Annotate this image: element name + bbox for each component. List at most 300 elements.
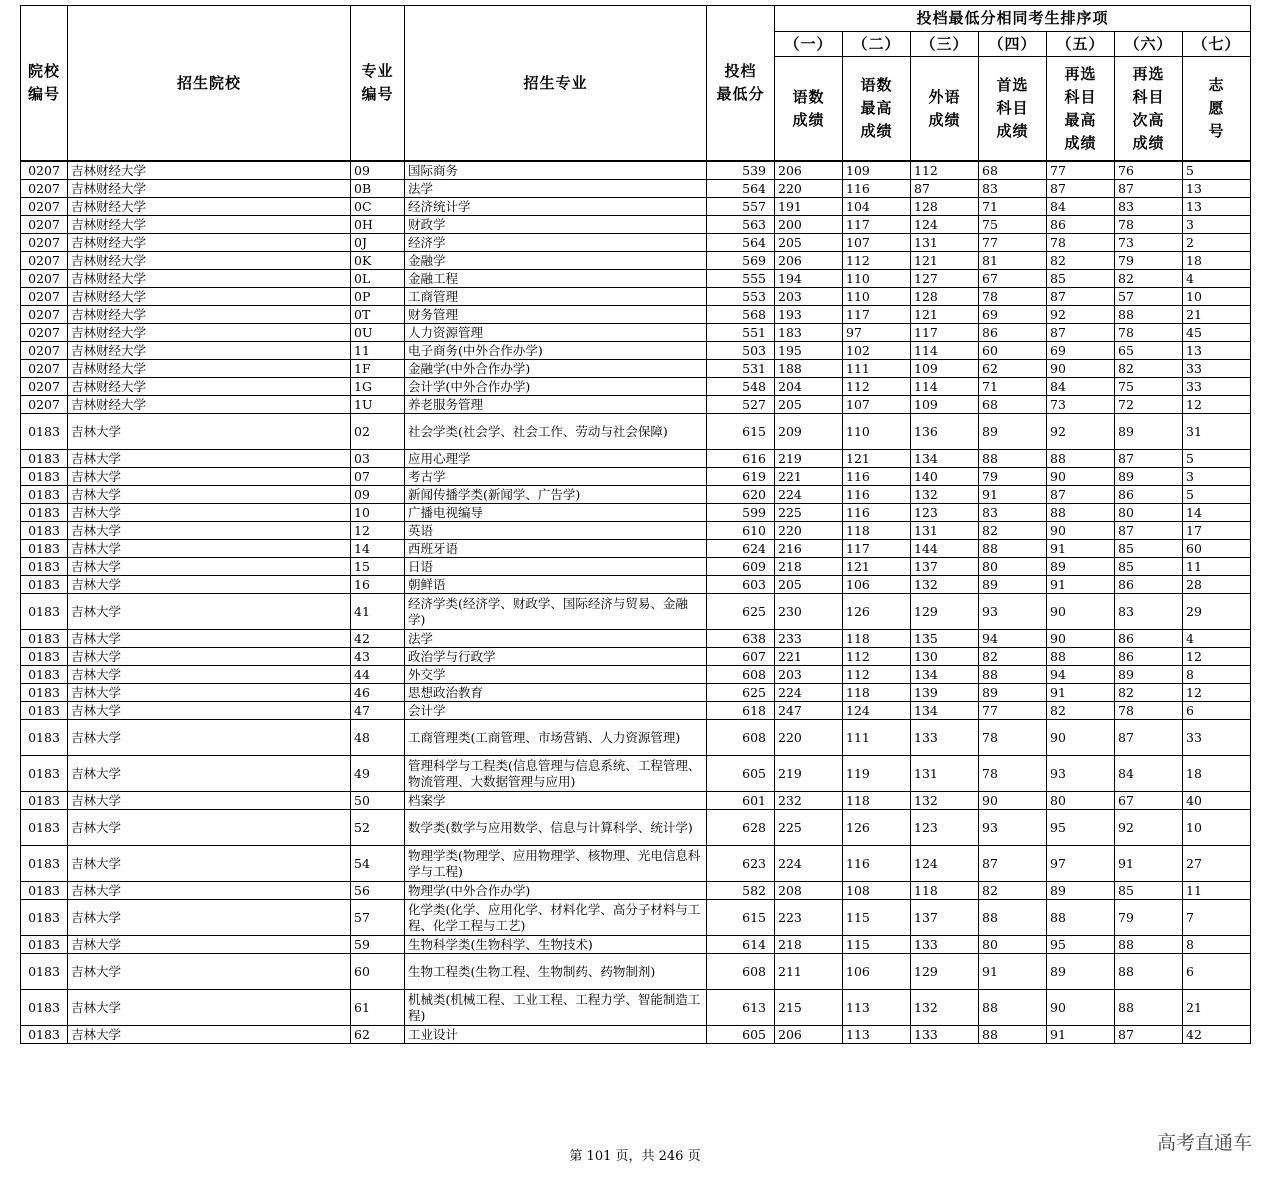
cell-tie-1: 216 <box>775 540 843 558</box>
cell-school-code: 0183 <box>21 720 68 756</box>
cell-tie-6: 72 <box>1115 396 1183 414</box>
cell-school-code: 0183 <box>21 540 68 558</box>
cell-tie-5: 90 <box>1047 990 1115 1026</box>
cell-tie-2: 126 <box>843 594 911 630</box>
cell-major-code: 0C <box>351 198 405 216</box>
cell-school-name: 吉林财经大学 <box>68 180 351 198</box>
cell-major-code: 0K <box>351 252 405 270</box>
cell-tie-1: 183 <box>775 324 843 342</box>
cell-tie-5: 82 <box>1047 252 1115 270</box>
cell-tie-7: 7 <box>1183 900 1251 936</box>
cell-major-code: 41 <box>351 594 405 630</box>
cell-min-score: 609 <box>707 558 775 576</box>
cell-tie-3: 123 <box>911 810 979 846</box>
cell-tie-2: 104 <box>843 198 911 216</box>
table-row <box>21 468 1251 486</box>
cell-tie-1: 205 <box>775 234 843 252</box>
cell-major-name: 工商管理 <box>405 288 707 306</box>
cell-tie-4: 89 <box>979 576 1047 594</box>
cell-tie-2: 106 <box>843 954 911 990</box>
cell-tie-3: 134 <box>911 702 979 720</box>
cell-tie-2: 113 <box>843 990 911 1026</box>
cell-tie-7: 13 <box>1183 180 1251 198</box>
cell-tie-1: 230 <box>775 594 843 630</box>
cell-tie-1: 224 <box>775 684 843 702</box>
table-row <box>21 234 1251 252</box>
cell-tie-7: 33 <box>1183 360 1251 378</box>
table-header <box>21 6 1251 162</box>
cell-tie-7: 12 <box>1183 648 1251 666</box>
cell-major-code: 11 <box>351 342 405 360</box>
cell-min-score: 527 <box>707 396 775 414</box>
cell-tie-3: 118 <box>911 882 979 900</box>
cell-min-score: 607 <box>707 648 775 666</box>
cell-tie-2: 116 <box>843 180 911 198</box>
cell-tie-2: 118 <box>843 522 911 540</box>
cell-tie-1: 233 <box>775 630 843 648</box>
cell-tie-2: 116 <box>843 846 911 882</box>
cell-major-name: 物理学类(物理学、应用物理学、核物理、光电信息科学与工程) <box>405 846 707 882</box>
cell-school-code: 0207 <box>21 234 68 252</box>
cell-tie-4: 91 <box>979 486 1047 504</box>
cell-school-name: 吉林大学 <box>68 540 351 558</box>
cell-tie-5: 77 <box>1047 161 1115 180</box>
cell-tie-1: 223 <box>775 900 843 936</box>
cell-school-name: 吉林大学 <box>68 846 351 882</box>
cell-tie-5: 90 <box>1047 630 1115 648</box>
cell-tie-6: 85 <box>1115 558 1183 576</box>
cell-tie-5: 91 <box>1047 1026 1115 1044</box>
cell-tie-4: 88 <box>979 450 1047 468</box>
cell-school-name: 吉林大学 <box>68 954 351 990</box>
cell-school-code: 0183 <box>21 954 68 990</box>
cell-major-name: 管理科学与工程类(信息管理与信息系统、工程管理、物流管理、大数据管理与应用) <box>405 756 707 792</box>
cell-tie-7: 21 <box>1183 990 1251 1026</box>
cell-school-name: 吉林财经大学 <box>68 234 351 252</box>
cell-tie-2: 97 <box>843 324 911 342</box>
cell-tie-6: 84 <box>1115 756 1183 792</box>
cell-tie-6: 85 <box>1115 540 1183 558</box>
watermark: 高考直通车 <box>1156 1132 1252 1154</box>
cell-major-name: 档案学 <box>405 792 707 810</box>
cell-tie-7: 4 <box>1183 270 1251 288</box>
cell-tie-4: 83 <box>979 504 1047 522</box>
cell-tie-7: 6 <box>1183 954 1251 990</box>
cell-school-name: 吉林财经大学 <box>68 161 351 180</box>
cell-tie-1: 206 <box>775 252 843 270</box>
cell-major-name: 广播电视编导 <box>405 504 707 522</box>
cell-school-code: 0207 <box>21 216 68 234</box>
cell-school-code: 0207 <box>21 252 68 270</box>
table-row <box>21 684 1251 702</box>
cell-tie-7: 12 <box>1183 396 1251 414</box>
cell-tie-4: 60 <box>979 342 1047 360</box>
cell-tie-2: 109 <box>843 161 911 180</box>
cell-tie-1: 203 <box>775 288 843 306</box>
cell-major-name: 工商管理类(工商管理、市场营销、人力资源管理) <box>405 720 707 756</box>
cell-tie-6: 87 <box>1115 522 1183 540</box>
cell-min-score: 555 <box>707 270 775 288</box>
table-row <box>21 900 1251 936</box>
cell-tie-1: 221 <box>775 468 843 486</box>
cell-tie-7: 5 <box>1183 486 1251 504</box>
cell-major-code: 12 <box>351 522 405 540</box>
cell-tie-2: 118 <box>843 792 911 810</box>
cell-tie-1: 206 <box>775 1026 843 1044</box>
cell-tie-5: 91 <box>1047 684 1115 702</box>
table-row <box>21 252 1251 270</box>
table-row <box>21 882 1251 900</box>
cell-major-code: 46 <box>351 684 405 702</box>
cell-tie-6: 87 <box>1115 1026 1183 1044</box>
cell-major-name: 工业设计 <box>405 1026 707 1044</box>
cell-tie-1: 191 <box>775 198 843 216</box>
cell-major-code: 09 <box>351 486 405 504</box>
cell-tie-1: 218 <box>775 558 843 576</box>
cell-tie-4: 78 <box>979 720 1047 756</box>
cell-tie-4: 78 <box>979 756 1047 792</box>
cell-major-code: 50 <box>351 792 405 810</box>
cell-tie-5: 97 <box>1047 846 1115 882</box>
cell-major-code: 14 <box>351 540 405 558</box>
cell-min-score: 503 <box>707 342 775 360</box>
table-row <box>21 558 1251 576</box>
cell-tie-2: 124 <box>843 702 911 720</box>
cell-school-name: 吉林财经大学 <box>68 252 351 270</box>
table-row <box>21 161 1251 180</box>
cell-tie-6: 86 <box>1115 576 1183 594</box>
cell-min-score: 615 <box>707 900 775 936</box>
cell-school-code: 0183 <box>21 846 68 882</box>
cell-tie-6: 88 <box>1115 954 1183 990</box>
cell-tie-5: 85 <box>1047 270 1115 288</box>
cell-major-name: 经济学 <box>405 234 707 252</box>
cell-tie-2: 121 <box>843 450 911 468</box>
cell-school-code: 0183 <box>21 576 68 594</box>
cell-tie-1: 225 <box>775 504 843 522</box>
table-row <box>21 288 1251 306</box>
cell-tie-6: 83 <box>1115 198 1183 216</box>
cell-tie-5: 82 <box>1047 702 1115 720</box>
cell-min-score: 553 <box>707 288 775 306</box>
cell-tie-7: 45 <box>1183 324 1251 342</box>
cell-school-name: 吉林大学 <box>68 720 351 756</box>
table-row <box>21 936 1251 954</box>
cell-major-code: 02 <box>351 414 405 450</box>
cell-tie-2: 117 <box>843 306 911 324</box>
cell-tie-6: 83 <box>1115 594 1183 630</box>
cell-tie-4: 68 <box>979 396 1047 414</box>
cell-school-code: 0183 <box>21 414 68 450</box>
cell-tie-7: 6 <box>1183 702 1251 720</box>
cell-tie-5: 92 <box>1047 306 1115 324</box>
cell-tie-6: 78 <box>1115 702 1183 720</box>
cell-tie-4: 94 <box>979 630 1047 648</box>
cell-major-name: 会计学 <box>405 702 707 720</box>
cell-tie-1: 247 <box>775 702 843 720</box>
cell-major-name: 金融学 <box>405 252 707 270</box>
header-tie-label-7: 志 愿 号 <box>1183 57 1251 162</box>
cell-school-code: 0207 <box>21 342 68 360</box>
cell-tie-7: 21 <box>1183 306 1251 324</box>
cell-school-code: 0207 <box>21 180 68 198</box>
cell-tie-5: 88 <box>1047 450 1115 468</box>
cell-major-name: 化学类(化学、应用化学、材料化学、高分子材料与工程、化学工程与工艺) <box>405 900 707 936</box>
table-row <box>21 702 1251 720</box>
cell-tie-1: 204 <box>775 378 843 396</box>
table-row <box>21 360 1251 378</box>
cell-tie-6: 92 <box>1115 810 1183 846</box>
cell-tie-2: 111 <box>843 360 911 378</box>
cell-major-name: 社会学类(社会学、社会工作、劳动与社会保障) <box>405 414 707 450</box>
cell-tie-4: 62 <box>979 360 1047 378</box>
cell-major-code: 43 <box>351 648 405 666</box>
cell-major-name: 新闻传播学类(新闻学、广告学) <box>405 486 707 504</box>
cell-school-code: 0207 <box>21 270 68 288</box>
cell-major-name: 生物工程类(生物工程、生物制药、药物制剂) <box>405 954 707 990</box>
header-tie-label-5: 再选 科目 最高 成绩 <box>1047 57 1115 162</box>
cell-school-code: 0207 <box>21 288 68 306</box>
cell-tie-3: 123 <box>911 504 979 522</box>
cell-tie-7: 3 <box>1183 216 1251 234</box>
cell-major-name: 政治学与行政学 <box>405 648 707 666</box>
header-tie-num-4: （四） <box>979 32 1047 57</box>
cell-school-name: 吉林大学 <box>68 522 351 540</box>
cell-major-code: 42 <box>351 630 405 648</box>
cell-tie-3: 136 <box>911 414 979 450</box>
cell-tie-6: 89 <box>1115 414 1183 450</box>
cell-major-name: 国际商务 <box>405 161 707 180</box>
cell-tie-6: 65 <box>1115 342 1183 360</box>
cell-min-score: 624 <box>707 540 775 558</box>
cell-major-code: 10 <box>351 504 405 522</box>
cell-tie-6: 88 <box>1115 936 1183 954</box>
cell-school-name: 吉林大学 <box>68 648 351 666</box>
cell-tie-6: 88 <box>1115 306 1183 324</box>
cell-school-name: 吉林大学 <box>68 558 351 576</box>
cell-tie-4: 88 <box>979 990 1047 1026</box>
table-body <box>21 161 1251 1044</box>
cell-tie-7: 10 <box>1183 810 1251 846</box>
cell-tie-3: 132 <box>911 792 979 810</box>
header-tie-label-2: 语数 最高 成绩 <box>843 57 911 162</box>
cell-tie-5: 86 <box>1047 216 1115 234</box>
cell-tie-5: 90 <box>1047 360 1115 378</box>
cell-major-name: 电子商务(中外合作办学) <box>405 342 707 360</box>
cell-tie-2: 112 <box>843 252 911 270</box>
cell-major-code: 48 <box>351 720 405 756</box>
cell-tie-2: 116 <box>843 468 911 486</box>
cell-tie-7: 12 <box>1183 684 1251 702</box>
cell-school-code: 0183 <box>21 468 68 486</box>
cell-major-name: 数学类(数学与应用数学、信息与计算科学、统计学) <box>405 810 707 846</box>
cell-min-score: 625 <box>707 684 775 702</box>
cell-tie-2: 113 <box>843 1026 911 1044</box>
table-row <box>21 720 1251 756</box>
cell-school-code: 0183 <box>21 936 68 954</box>
cell-tie-3: 121 <box>911 252 979 270</box>
cell-major-name: 财务管理 <box>405 306 707 324</box>
cell-school-name: 吉林大学 <box>68 756 351 792</box>
cell-school-code: 0183 <box>21 684 68 702</box>
cell-tie-4: 88 <box>979 900 1047 936</box>
cell-major-name: 生物科学类(生物科学、生物技术) <box>405 936 707 954</box>
cell-min-score: 603 <box>707 576 775 594</box>
cell-min-score: 608 <box>707 954 775 990</box>
cell-tie-2: 116 <box>843 486 911 504</box>
cell-major-code: 09 <box>351 161 405 180</box>
cell-tie-7: 8 <box>1183 936 1251 954</box>
cell-tie-2: 116 <box>843 504 911 522</box>
cell-tie-3: 124 <box>911 846 979 882</box>
cell-school-name: 吉林大学 <box>68 936 351 954</box>
cell-tie-6: 80 <box>1115 504 1183 522</box>
cell-tie-6: 82 <box>1115 360 1183 378</box>
cell-major-code: 0P <box>351 288 405 306</box>
header-tie-label-6: 再选 科目 次高 成绩 <box>1115 57 1183 162</box>
cell-major-name: 金融工程 <box>405 270 707 288</box>
table-row <box>21 324 1251 342</box>
cell-tie-1: 219 <box>775 756 843 792</box>
cell-tie-1: 225 <box>775 810 843 846</box>
cell-tie-3: 132 <box>911 576 979 594</box>
cell-tie-3: 131 <box>911 234 979 252</box>
cell-tie-4: 88 <box>979 666 1047 684</box>
cell-major-code: 1G <box>351 378 405 396</box>
cell-school-code: 0183 <box>21 882 68 900</box>
cell-school-name: 吉林财经大学 <box>68 270 351 288</box>
table-row <box>21 198 1251 216</box>
cell-tie-1: 205 <box>775 396 843 414</box>
cell-tie-4: 80 <box>979 936 1047 954</box>
cell-school-code: 0183 <box>21 630 68 648</box>
cell-tie-5: 78 <box>1047 234 1115 252</box>
cell-major-code: 16 <box>351 576 405 594</box>
cell-major-name: 思想政治教育 <box>405 684 707 702</box>
cell-tie-2: 121 <box>843 558 911 576</box>
cell-school-name: 吉林大学 <box>68 630 351 648</box>
table-row <box>21 756 1251 792</box>
cell-school-name: 吉林财经大学 <box>68 378 351 396</box>
cell-major-code: 0L <box>351 270 405 288</box>
cell-tie-4: 68 <box>979 161 1047 180</box>
cell-tie-2: 118 <box>843 684 911 702</box>
cell-tie-4: 93 <box>979 810 1047 846</box>
cell-tie-3: 134 <box>911 450 979 468</box>
cell-school-code: 0183 <box>21 1026 68 1044</box>
cell-major-name: 财政学 <box>405 216 707 234</box>
cell-school-name: 吉林大学 <box>68 486 351 504</box>
header-school-code: 院校 编号 <box>21 6 68 162</box>
cell-tie-2: 106 <box>843 576 911 594</box>
cell-tie-3: 137 <box>911 900 979 936</box>
cell-tie-2: 115 <box>843 900 911 936</box>
cell-school-name: 吉林大学 <box>68 882 351 900</box>
cell-tie-5: 84 <box>1047 378 1115 396</box>
cell-tie-3: 131 <box>911 756 979 792</box>
cell-tie-1: 211 <box>775 954 843 990</box>
cell-tie-5: 90 <box>1047 720 1115 756</box>
cell-tie-6: 79 <box>1115 900 1183 936</box>
cell-tie-2: 126 <box>843 810 911 846</box>
cell-tie-4: 71 <box>979 198 1047 216</box>
cell-min-score: 628 <box>707 810 775 846</box>
table-row <box>21 378 1251 396</box>
cell-school-name: 吉林大学 <box>68 666 351 684</box>
cell-min-score: 605 <box>707 1026 775 1044</box>
cell-tie-2: 115 <box>843 936 911 954</box>
cell-min-score: 620 <box>707 486 775 504</box>
header-min-score: 投档 最低分 <box>707 6 775 162</box>
cell-major-code: 54 <box>351 846 405 882</box>
cell-tie-2: 112 <box>843 378 911 396</box>
table-row <box>21 216 1251 234</box>
cell-tie-1: 205 <box>775 576 843 594</box>
cell-min-score: 531 <box>707 360 775 378</box>
cell-school-code: 0183 <box>21 522 68 540</box>
cell-tie-5: 88 <box>1047 504 1115 522</box>
cell-tie-7: 18 <box>1183 252 1251 270</box>
table-row <box>21 522 1251 540</box>
cell-tie-1: 188 <box>775 360 843 378</box>
cell-min-score: 551 <box>707 324 775 342</box>
cell-school-code: 0207 <box>21 306 68 324</box>
cell-school-name: 吉林大学 <box>68 414 351 450</box>
cell-tie-5: 90 <box>1047 594 1115 630</box>
cell-tie-7: 5 <box>1183 450 1251 468</box>
cell-tie-6: 57 <box>1115 288 1183 306</box>
cell-tie-2: 118 <box>843 630 911 648</box>
cell-tie-7: 13 <box>1183 342 1251 360</box>
cell-tie-2: 108 <box>843 882 911 900</box>
cell-tie-3: 137 <box>911 558 979 576</box>
cell-tie-4: 83 <box>979 180 1047 198</box>
cell-min-score: 564 <box>707 180 775 198</box>
cell-major-code: 49 <box>351 756 405 792</box>
cell-tie-3: 144 <box>911 540 979 558</box>
cell-tie-5: 69 <box>1047 342 1115 360</box>
cell-tie-4: 69 <box>979 306 1047 324</box>
cell-major-name: 养老服务管理 <box>405 396 707 414</box>
cell-tie-5: 80 <box>1047 792 1115 810</box>
cell-school-name: 吉林大学 <box>68 810 351 846</box>
cell-tie-6: 79 <box>1115 252 1183 270</box>
cell-major-code: 0J <box>351 234 405 252</box>
cell-tie-6: 75 <box>1115 378 1183 396</box>
cell-tie-3: 124 <box>911 216 979 234</box>
cell-tie-2: 110 <box>843 414 911 450</box>
cell-major-name: 会计学(中外合作办学) <box>405 378 707 396</box>
cell-tie-4: 89 <box>979 414 1047 450</box>
cell-major-name: 机械类(机械工程、工业工程、工程力学、智能制造工程) <box>405 990 707 1026</box>
cell-tie-5: 93 <box>1047 756 1115 792</box>
cell-tie-3: 128 <box>911 288 979 306</box>
cell-school-code: 0183 <box>21 792 68 810</box>
cell-major-name: 人力资源管理 <box>405 324 707 342</box>
cell-tie-1: 220 <box>775 720 843 756</box>
cell-min-score: 625 <box>707 594 775 630</box>
cell-tie-1: 224 <box>775 846 843 882</box>
cell-tie-4: 93 <box>979 594 1047 630</box>
cell-major-code: 47 <box>351 702 405 720</box>
cell-tie-6: 89 <box>1115 468 1183 486</box>
cell-tie-7: 2 <box>1183 234 1251 252</box>
cell-school-code: 0207 <box>21 198 68 216</box>
header-tie-num-7: （七） <box>1183 32 1251 57</box>
cell-tie-1: 220 <box>775 522 843 540</box>
cell-min-score: 564 <box>707 234 775 252</box>
cell-tie-2: 117 <box>843 216 911 234</box>
